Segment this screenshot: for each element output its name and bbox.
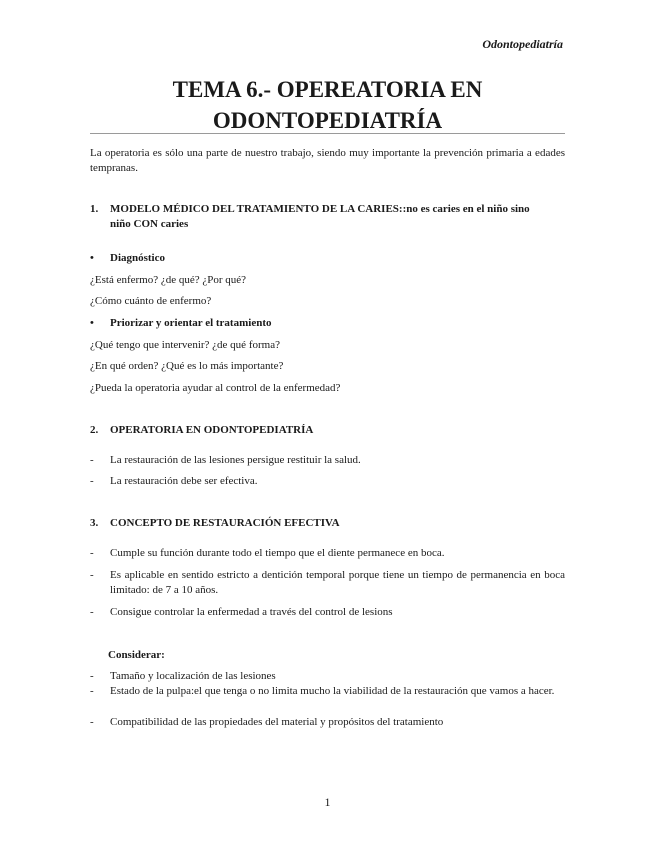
dash-marker: -	[90, 569, 94, 581]
title-line-1: TEMA 6.- OPEREATORIA EN	[172, 77, 483, 102]
intro-paragraph: La operatoria es sólo una parte de nuestro trabajo, siendo muy importante la prevención primaria a edades tempranas.	[90, 147, 565, 174]
dash-marker: -	[90, 685, 94, 697]
list-item	[90, 605, 565, 620]
bullet-icon: •	[90, 252, 94, 264]
section-3-heading-text: CONCEPTO DE RESTAURACIÓN EFECTIVA	[110, 517, 340, 529]
list-item	[90, 715, 565, 730]
list-item	[90, 684, 565, 699]
title-divider	[90, 133, 565, 134]
list-item-text: Es aplicable en sentido estricto a dentición temporal porque tiene un tiempo de permanencia en boca limitado: de 7 a 10 años.	[110, 569, 565, 596]
dash-marker: -	[90, 670, 94, 682]
list-item	[90, 453, 565, 468]
list-item-text: La restauración de las lesiones persigue restituir la salud.	[110, 454, 361, 466]
list-item-text: Consigue controlar la enfermedad a través del control de lesions	[110, 606, 393, 618]
dash-marker: -	[90, 547, 94, 559]
page-number: 1	[324, 795, 331, 809]
section-2-number: 2.	[90, 424, 99, 436]
bullet-icon: •	[90, 317, 94, 329]
question-line: ¿Está enfermo? ¿de qué? ¿Por qué?	[90, 274, 247, 286]
list-item-text: Compatibilidad de las propiedades del material y propósitos del tratamiento	[110, 716, 444, 728]
dash-marker: -	[90, 606, 94, 618]
section-2-heading	[90, 423, 565, 438]
bullet-diagnostico-label: Diagnóstico	[110, 252, 165, 264]
section-1-heading	[90, 202, 565, 232]
running-header: Odontopediatría	[482, 37, 563, 51]
page-title	[90, 74, 565, 136]
list-item-text: Estado de la pulpa:el que tenga o no limita mucho la viabilidad de la restauración que vamos a hacer.	[110, 685, 555, 697]
question-line: ¿Cómo cuánto de enfermo?	[90, 295, 212, 307]
list-item	[90, 669, 565, 684]
question-line: ¿En qué orden? ¿Qué es lo más importante?	[90, 360, 284, 372]
section-1-number: 1.	[90, 203, 99, 215]
list-item-text: La restauración debe ser efectiva.	[110, 475, 258, 487]
list-item	[90, 474, 565, 489]
question-line: ¿Qué tengo que intervenir? ¿de qué forma?	[90, 339, 280, 351]
section-3-number: 3.	[90, 517, 99, 529]
section-2-heading-text: OPERATORIA EN ODONTOPEDIATRÍA	[110, 424, 314, 436]
section-3-heading	[90, 516, 565, 531]
section-1-heading-line-2: niño CON caries	[110, 218, 189, 230]
list-item	[90, 546, 565, 561]
dash-marker: -	[90, 475, 94, 487]
list-item	[90, 568, 565, 598]
list-item-text: Cumple su función durante todo el tiempo que el diente permanece en boca.	[110, 547, 445, 559]
section-1-heading-line-1: MODELO MÉDICO DEL TRATAMIENTO DE LA CARIES::no es caries en el niño sino	[110, 203, 530, 215]
list-item-text: Tamaño y localización de las lesiones	[110, 670, 276, 682]
question-line: ¿Pueda la operatoria ayudar al control de la enfermedad?	[90, 382, 341, 394]
considerar-label: Considerar:	[108, 649, 165, 661]
bullet-priorizar-label: Priorizar y orientar el tratamiento	[110, 317, 272, 329]
title-line-2: ODONTOPEDIATRÍA	[212, 108, 443, 133]
dash-marker: -	[90, 716, 94, 728]
bullet-priorizar	[90, 316, 565, 331]
bullet-diagnostico	[90, 251, 565, 266]
dash-marker: -	[90, 454, 94, 466]
